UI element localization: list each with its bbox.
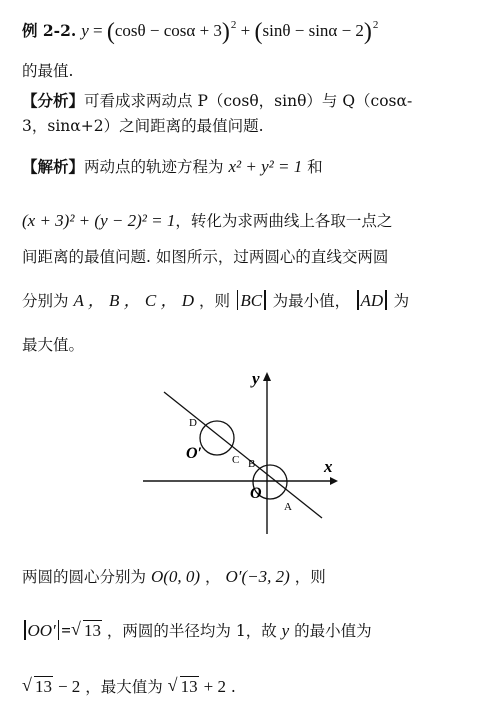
circles-diagram xyxy=(140,362,360,537)
example-line xyxy=(22,14,378,43)
sqrt-13-b: √ 13 xyxy=(22,675,52,696)
label-d: D xyxy=(189,417,197,429)
analysis-tag: 【分析】 xyxy=(22,91,85,110)
conclusion-sep: ， xyxy=(205,568,221,586)
solution-text-4b: ，则 xyxy=(198,292,230,310)
label-o-prime: O′ xyxy=(186,445,203,462)
min-minus2: − 2 xyxy=(57,677,81,696)
conclusion-text-3b: ，最大值为 xyxy=(85,678,163,696)
solution-text-1a: 两动点的轨迹方程为 xyxy=(84,158,224,176)
example-tail: 的最值. xyxy=(22,62,74,80)
conclusion-line-3 xyxy=(22,676,236,698)
conclusion-eqsign: = xyxy=(61,621,71,640)
solution-line-2 xyxy=(22,210,392,232)
analysis-line-1 xyxy=(22,90,412,112)
y-var: y xyxy=(281,621,290,640)
example-formula: $y = (\cos\theta - \cos\alpha + 3)^2 + (\sin\theta - \sin\alpha - 2)^2$ xyxy=(81,19,379,45)
analysis-line-2: 3，sinα+2）之间距离的最值问题. xyxy=(22,117,264,135)
formula-exp2: 2 xyxy=(372,19,379,31)
solution-line-4 xyxy=(22,290,409,312)
segment-bc: BC xyxy=(240,291,263,310)
conclusion-line-2 xyxy=(22,620,372,642)
y-axis-arrow xyxy=(263,372,271,381)
label-a: A xyxy=(284,501,292,513)
solution-text-1b: 和 xyxy=(307,158,323,176)
conclusion-end: . xyxy=(230,678,236,696)
conclusion-text-1a: 两圆的圆心分别为 xyxy=(22,568,147,586)
sqrt-13-a: √ 13 xyxy=(70,619,101,640)
sqrt-13-b-value: 13 xyxy=(35,677,52,696)
solution-line-1 xyxy=(22,156,323,178)
formula-plus: + xyxy=(240,21,251,40)
center-o-prime: O′(−3, 2) xyxy=(225,567,290,586)
solution-tag: 【解析】 xyxy=(22,157,85,176)
conclusion-line-1 xyxy=(22,566,326,588)
formula-term1: cosθ − cosα + 3 xyxy=(114,21,222,40)
label-b: B xyxy=(248,458,256,470)
segment-oo: OO′ xyxy=(27,621,56,640)
formula-y: y xyxy=(81,21,89,40)
y-axis-label: y xyxy=(252,369,260,388)
conclusion-text-1b: ，则 xyxy=(294,568,326,586)
label-origin: O xyxy=(250,485,262,502)
circle-eq-1: x² + y² = 1 xyxy=(228,157,303,176)
x-axis-arrow xyxy=(330,477,338,485)
center-o: O(0, 0) xyxy=(150,567,201,586)
segment-ad: AD xyxy=(360,291,384,310)
analysis-text-1: 可看成求两动点 P（cosθ，sinθ）与 Q（cosα- xyxy=(84,92,413,110)
conclusion-text-2b: ，两圆的半径均为 1，故 xyxy=(106,622,277,640)
solution-line-3: 间距离的最值问题. 如图所示，过两圆心的直线交两圆 xyxy=(22,248,389,266)
solution-text-4d: 为 xyxy=(393,292,410,310)
formula-exp1: 2 xyxy=(230,19,237,31)
label-c: C xyxy=(232,454,240,466)
sqrt-13-c-value: 13 xyxy=(180,677,198,696)
formula-eq: = xyxy=(93,21,103,40)
sqrt-13-a-value: 13 xyxy=(83,621,101,640)
points-list: A ， B ， C ， D xyxy=(73,291,195,310)
solution-text-2: ，转化为求两曲线上各取一点之 xyxy=(175,212,393,230)
formula-term2: sinθ − sinα − 2 xyxy=(262,21,364,40)
max-plus2: + 2 xyxy=(203,677,226,696)
solution-line-5: 最大值。 xyxy=(22,336,85,354)
solution-text-4a: 分别为 xyxy=(22,292,69,310)
circle-eq-2: (x + 3)² + (y − 2)² = 1 xyxy=(22,211,176,230)
example-label: 例 2-2. xyxy=(22,21,77,40)
sqrt-13-c: √ 13 xyxy=(167,675,198,696)
circle-o-prime xyxy=(200,421,234,455)
solution-text-4c: 为最小值， xyxy=(272,292,351,310)
conclusion-text-2c: 的最小值为 xyxy=(294,622,372,640)
x-axis-label: x xyxy=(324,457,333,476)
